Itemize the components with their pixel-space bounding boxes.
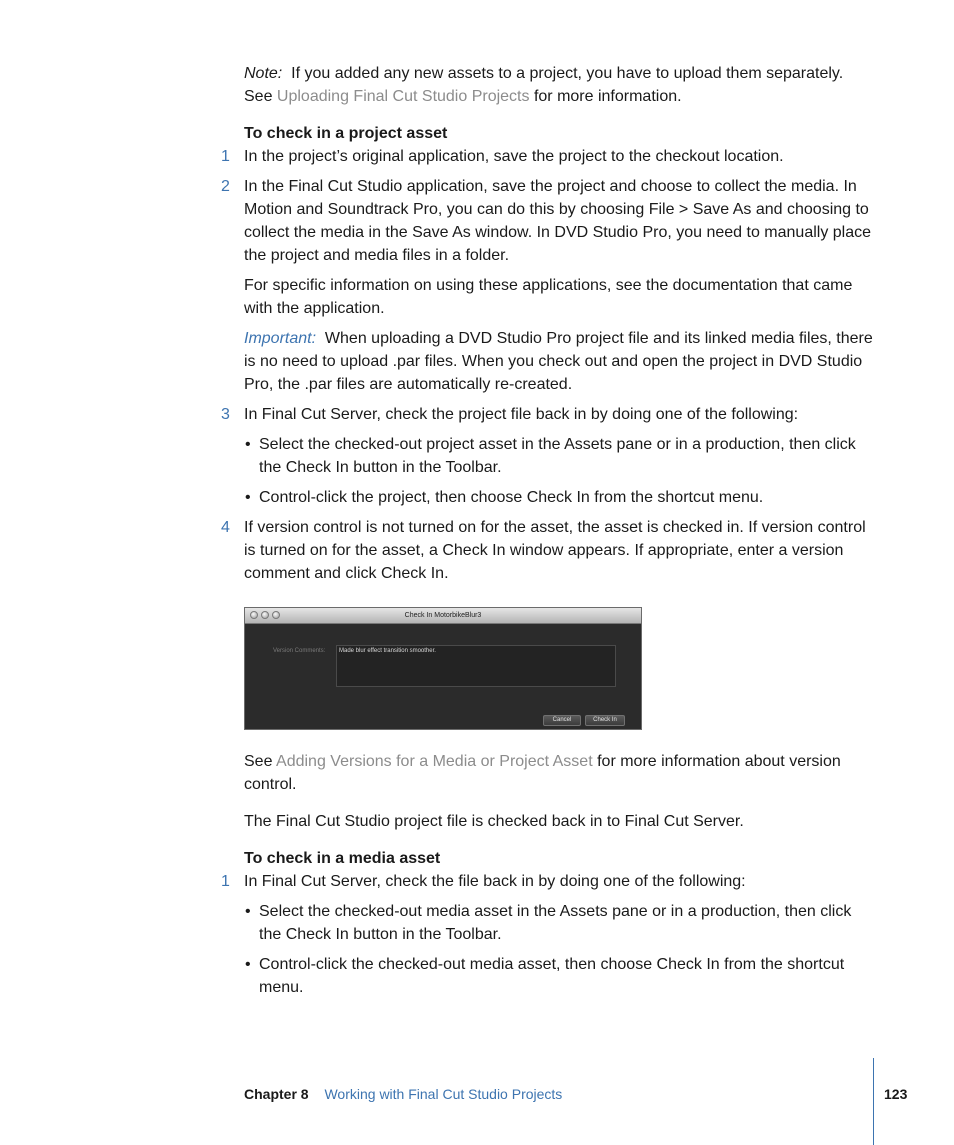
heading-check-in-media: To check in a media asset xyxy=(244,850,441,867)
step-followup: For specific information on using these applications, see the documentation that came with the application. xyxy=(244,277,853,317)
page-number: 123 xyxy=(884,1086,908,1102)
chapter-title: Working with Final Cut Studio Projects xyxy=(324,1086,563,1102)
bullet: • xyxy=(245,903,251,920)
window-title: Check In MotorbikeBlur3 xyxy=(404,612,482,619)
heading-check-in-project: To check in a project asset xyxy=(244,125,448,142)
see-versions-paragraph xyxy=(244,750,876,796)
step-text: In Final Cut Server, check the file back in by doing one of the following: xyxy=(244,873,746,890)
version-comments-field[interactable] xyxy=(336,645,616,687)
step-number: 3 xyxy=(221,406,230,423)
result-text: The Final Cut Studio project file is checked back in to Final Cut Server. xyxy=(244,813,744,830)
bullet: • xyxy=(245,489,251,506)
version-comments-label: Version Comments: xyxy=(273,648,326,654)
check-in-button[interactable]: Check In xyxy=(585,715,625,726)
important-text: When uploading a DVD Studio Pro project file and its linked media files, there is no need to upload .par files. When you check out and open the project in DVD Studio Pro, the .par files are automatically re-created. xyxy=(244,330,873,393)
footer-chapter xyxy=(244,1084,562,1104)
see-text: See xyxy=(244,753,273,770)
note-label: Note: xyxy=(244,65,283,82)
step-text: In the Final Cut Studio application, save the project and choose to collect the media. In Motion and Soundtrack Pro, you can do this by choosing File > Save As and choosing to collect the media in the Save As window. In DVD Studio Pro, you need to manually place the project and media files in a folder. xyxy=(244,178,872,264)
see-text-after: for more information about version control. xyxy=(244,753,841,793)
step-number: 2 xyxy=(221,178,230,195)
bullet-text: Select the checked-out media asset in the Assets pane or in a production, then click the Check In button in the Toolbar. xyxy=(259,903,852,943)
step-number: 1 xyxy=(221,873,230,890)
important-label: Important: xyxy=(244,330,317,347)
note-paragraph xyxy=(244,62,876,108)
step-text: In the project’s original application, save the project to the checkout location. xyxy=(244,148,784,165)
bullet-text: Control-click the project, then choose Check In from the shortcut menu. xyxy=(259,489,764,506)
important-paragraph xyxy=(244,327,876,396)
check-in-window-screenshot xyxy=(244,607,642,730)
bullet-text: Select the checked-out project asset in the Assets pane or in a production, then click the Check In button in the Toolbar. xyxy=(259,436,856,476)
step-number: 4 xyxy=(221,519,230,536)
step-number: 1 xyxy=(221,148,230,165)
note-text: If you added any new assets to a project, you have to upload them separately. See xyxy=(244,65,844,105)
link-adding-versions[interactable]: Adding Versions for a Media or Project Asset xyxy=(276,753,593,770)
chapter-number: Chapter 8 xyxy=(244,1086,309,1102)
bullet-text: Control-click the checked-out media asset, then choose Check In from the shortcut menu. xyxy=(259,956,845,996)
note-text-after: for more information. xyxy=(533,88,682,105)
bullet: • xyxy=(245,436,251,453)
step-text: In Final Cut Server, check the project file back in by doing one of the following: xyxy=(244,406,799,423)
version-comments-value: Made blur effect transition smoother. xyxy=(339,648,436,654)
step-text: If version control is not turned on for the asset, the asset is checked in. If version control is turned on for the asset, a Check In window appears. If appropriate, enter a version comment and click Check In. xyxy=(244,519,866,582)
bullet: • xyxy=(245,956,251,973)
cancel-button[interactable]: Cancel xyxy=(543,715,581,726)
footer-divider xyxy=(873,1058,874,1145)
link-uploading-projects[interactable]: Uploading Final Cut Studio Projects xyxy=(276,88,530,105)
